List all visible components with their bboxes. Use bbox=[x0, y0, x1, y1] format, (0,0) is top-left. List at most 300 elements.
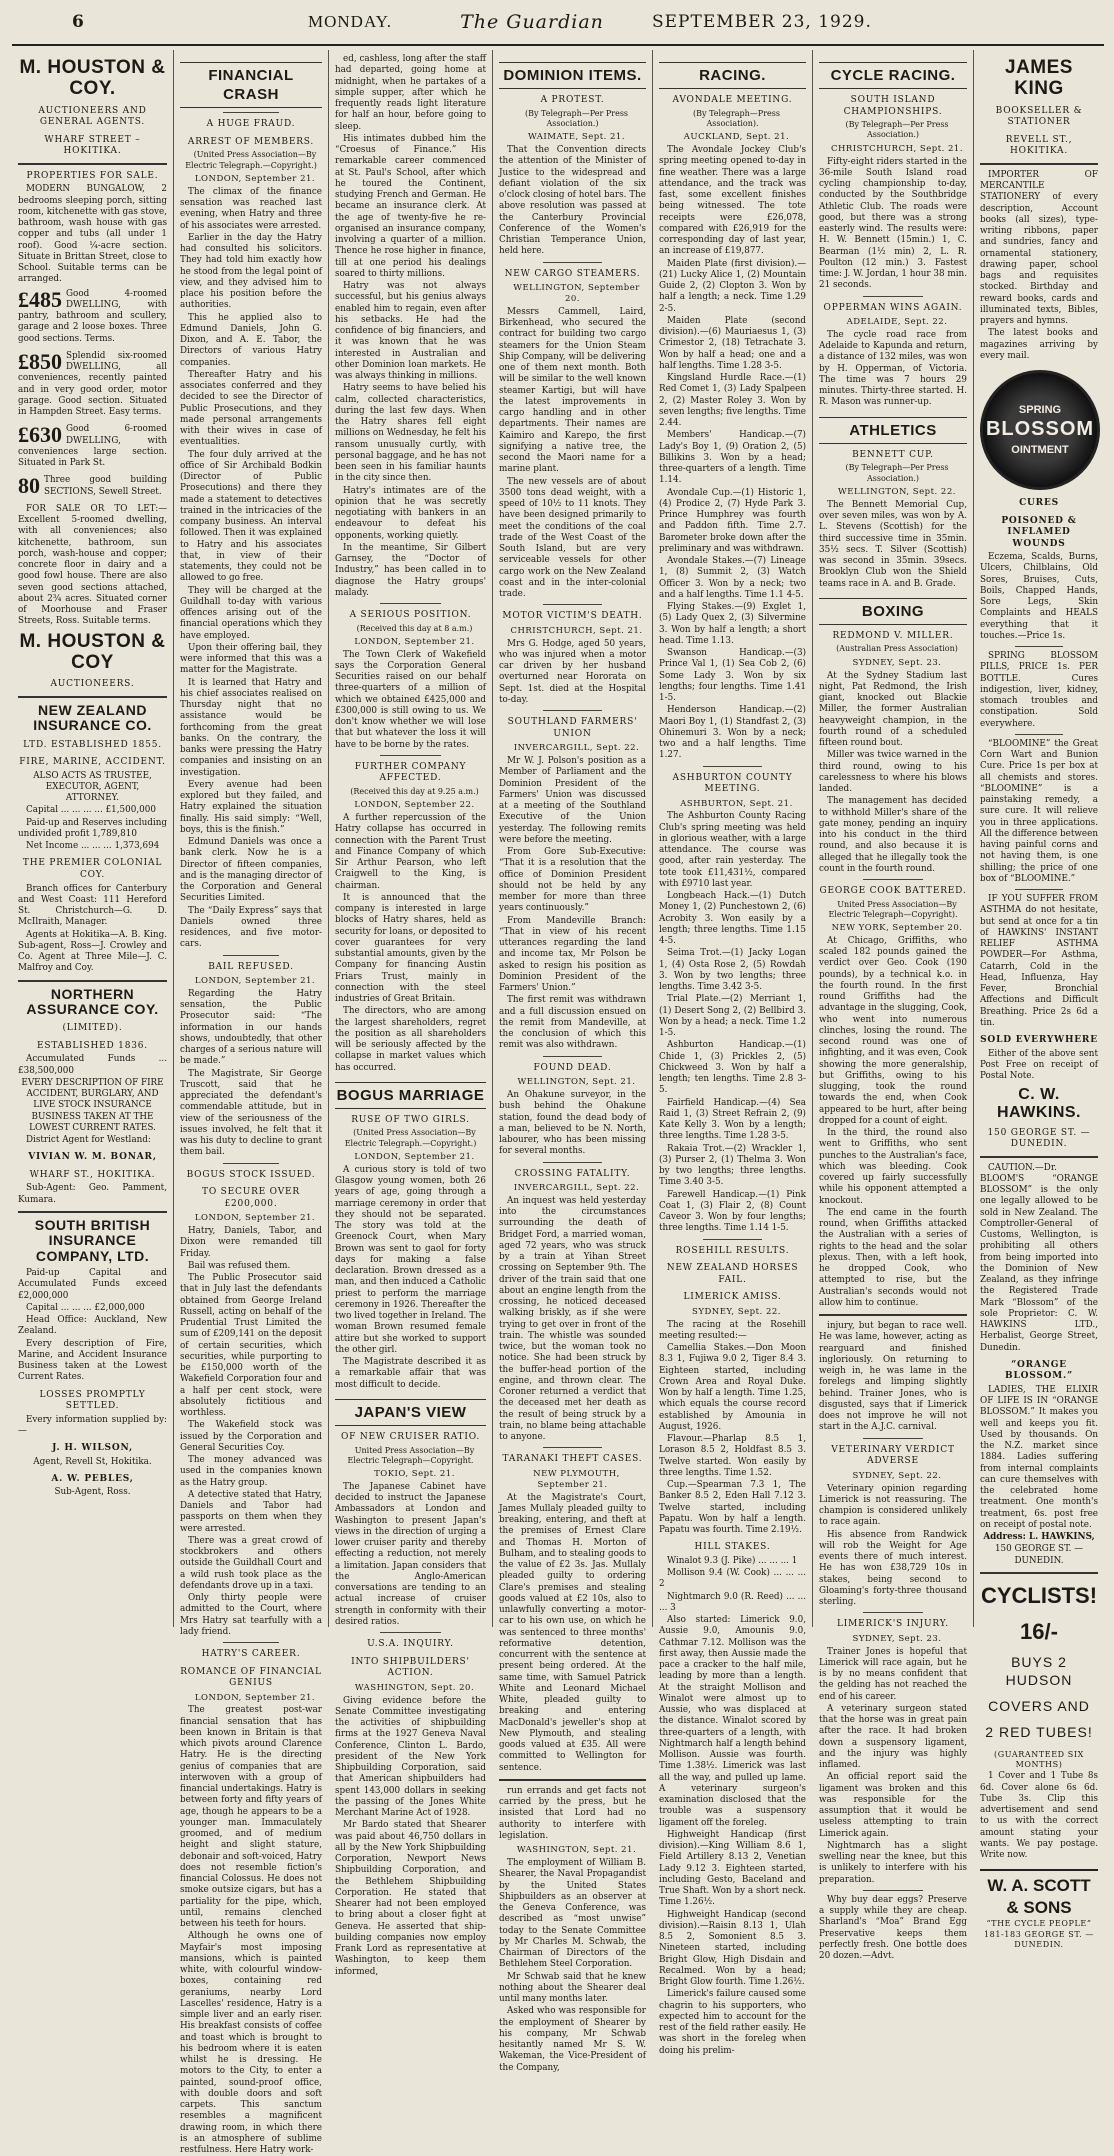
northern-desc: EVERY DESCRIPTION OF FIRE ACCIDENT, BURGLARY, AND LIVE STOCK INSURANCE BUSINESS TAKEN AT THE LOWEST CURRENT RATES. bbox=[21, 1077, 164, 1133]
race-result: Cup.—Spearman 7.3 1, The Banker 8.5 2, Eden Hall 7.12 3. Twelve started, including Papatu. Won by half a length. Papatu was fourth. Time 2.19½. bbox=[659, 1480, 806, 1536]
article-paragraph: In the meantime, Sir Gilbert Garnsey, the “Doctor of Industry,” has been called in to diagnose the Hatry groups' malady. bbox=[335, 542, 486, 598]
race-placing: Nightmarch 9.0 (R. Reed) ... ... ... 3 bbox=[659, 1591, 806, 1613]
divider bbox=[543, 1447, 602, 1448]
scott-heading: W. A. SCOTT & SONS bbox=[980, 1869, 1098, 1919]
article-paragraph: Limerick's failure caused some chagrin to his supporters, who expected him to account for the rest of the field rather easily. He was short in the foreleg when doing his prelim- bbox=[659, 1989, 806, 2056]
sub-agent-line: Sub-Agent: Geo. Pamment, Kumara. bbox=[18, 1183, 167, 1205]
divider bbox=[18, 163, 167, 165]
dateline: ASHBURTON, Sept. 21. bbox=[680, 798, 793, 809]
article-paragraph: The Magistrate, Sir George Truscott, said that he appreciated the defendant's commendable attitude, but in view of the seriousness of the issues involved, he felt that it was his duty to decline to grant them bail. bbox=[180, 1068, 322, 1158]
sb-losses: LOSSES PROMPTLY SETTLED. bbox=[39, 1389, 146, 1412]
houston-heading: M. HOUSTON & COY. bbox=[19, 57, 166, 99]
column-5-racing bbox=[653, 50, 813, 2056]
race-result: Longbeach Hack.—(1) Dutch Money 1, (2) Punchestown 2, (6) Acrobity 3. Won easily by a length; three lengths. Time 1.15 4-5. bbox=[659, 891, 806, 947]
dateline: NEW YORK, September 20. bbox=[831, 923, 963, 934]
property-text: Good 4-roomed DWELLING, with pantry, bathroom and scullery, garage and 2 loose boxes. Three good sections. Terms. bbox=[18, 288, 167, 344]
divider bbox=[863, 1612, 922, 1613]
press-credit: (By Telegraph—Per Press Association.) bbox=[845, 120, 949, 140]
race-result: Rakaia Trot.—(2) Wrackler 1, (3) Purser 2, (1) Thelma 3. Won by two lengths; three lengths. Time 3.40 3-5. bbox=[659, 1143, 806, 1188]
logo-text-mid: BLOSSOM bbox=[985, 418, 1095, 441]
dateline: CHRISTCHURCH, Sept. 21. bbox=[830, 143, 964, 154]
northern-heading: NORTHERN ASSURANCE COY. bbox=[26, 985, 159, 1017]
article-paragraph: At the Sydney Stadium last night, Pat Redmond, the Irish giant, knocked out Blackie Miller, the former Australian heavyweight champion, in the fourth round of a scheduled fifteen round bout. bbox=[819, 670, 967, 749]
article-paragraph: Veterinary opinion regarding Limerick is not reassuring. The champion is considered unlikely to race again. bbox=[819, 1483, 967, 1528]
article-paragraph: From Mandeville Branch: “That in view of his recent utterances regarding the land and income tax, Mr Polson be asked to resign his position as Dominion President of the Farmers' Union.” bbox=[499, 915, 646, 994]
article-paragraph: injury, but began to race well. He was lame, however, acting as rearguard and finished ingloriously. On returning to weigh in, he was lame in the forelegs and limping slightly behind. Trainer Jones, who is disgusted, says that if Limerick does not improve he will not start in the A.J.C. carnival. bbox=[819, 1321, 967, 1433]
article-paragraph: There was a great crowd of stockbrokers and others outside the Guildhall Court and a wild rush took place as the defendants drove up in a taxi. bbox=[180, 1535, 322, 1591]
article-paragraph: The “Daily Express” says that Daniels owned three residences, and five motor-cars. bbox=[180, 905, 322, 950]
dateline: SYDNEY, Sept. 23. bbox=[852, 657, 942, 668]
wilson-address: Agent, Revell St, Hokitika. bbox=[33, 1456, 152, 1467]
divider bbox=[18, 980, 167, 982]
divider bbox=[380, 755, 440, 756]
divider bbox=[703, 1239, 762, 1240]
orange-blossom-heading: “ORANGE BLOSSOM.” bbox=[1005, 1359, 1073, 1382]
column-1-adverts bbox=[12, 50, 174, 1627]
divider bbox=[223, 1642, 280, 1643]
press-credit: (United Press Association—By Electric Telegraph.—Copyright.) bbox=[185, 150, 317, 170]
property-price: 80 bbox=[18, 473, 40, 499]
article-paragraph: A veterinary surgeon stated that the horse was in great pain after the race. It had broken down a suspensory ligament, and the injury was highly inflamed. bbox=[819, 1703, 967, 1771]
divider bbox=[863, 879, 922, 880]
race-result: Avondale Stakes.—(7) Lineage 1, (8) Summit 2, (3) Watch Officer 3. Won by a neck; two and a half lengths. Time 1.1 4-5. bbox=[659, 556, 806, 600]
logo-text-bottom: OINTMENT bbox=[1011, 443, 1069, 456]
article-paragraph: The Ashburton County Racing Club's spring meeting was held in glorious weather, with a large attendance. The course was good, after rain yesterday. The tote took £11,431½, compared with £9710 last year. bbox=[659, 811, 806, 889]
dateline: ADELAIDE, Sept. 22. bbox=[846, 317, 948, 328]
dateline: LONDON, September 21. bbox=[354, 1151, 475, 1162]
subheading: REDMOND V. MILLER. bbox=[832, 630, 954, 641]
subheading: RUSE OF TWO GIRLS. bbox=[351, 1114, 470, 1125]
subheading: U.S.A. INQUIRY. bbox=[367, 1639, 454, 1650]
dateline: WELLINGTON, Sept. 22. bbox=[838, 486, 956, 497]
masthead bbox=[12, 0, 1104, 46]
article-paragraph: At the Magistrate's Court, James Mullaly pleaded guilty to breaking, entering, and theft at the premises of Ernest Clare and Thomas H. Morton of Bulham, and to stealing goods to the value of £2 3s. Jas. Mullaly pleaded guilty to ordering Clare's premises and stealing goods valued at £2 10s, also to unlawfully converting a motor-car to his own use, on which he was sentenced to three months' reformative detention, concurrent with the sentence at present being ordered. At the same time, with Samuel Patrick White and Leonard Michael White, pleaded guilty to breaking and entering MacDonald's jeweller's shop at New Plymouth, and stealing goods valued at £35. All were committed to Wellington for sentence. bbox=[499, 1492, 646, 1773]
bloomine-ad: “BLOOMINE” the Great Corn Wart and Bunion Cure. Price 1s per box at all chemists and stores. “BLOOMINE” is a painstaking remedy, a sure cure. It will relieve you in three applications. All the difference between having painful corns and not having them, is one shilling; the price of one box of “BLOOMINE.” bbox=[980, 738, 1098, 884]
article-paragraph: Asked who was responsible for the employment of Shearer by his company, Mr Schwab hesitantly named Mr S. W. Wakeman, the Vice-President of the Company, bbox=[499, 2006, 646, 2073]
sb-paid-line: Paid-up Capital and Accumulated Funds exceed £2,000,000 bbox=[18, 1268, 167, 1301]
press-credit: (Australian Press Association) bbox=[836, 644, 958, 654]
article-paragraph: Also started: Limerick 9.0, Aussie 9.0, Amounis 9.0, Cathmar 7.12. Mollison was the first away, then Aussie made the pace a cracker to the half mile, leading by more than a length. At the straight Mollison and Winalot were almost up to Aussie, who was displaced at the distance. Winalot scored by three-quarters of a length, with Nightmarch half a length behind Mollison. Aussie was fourth. Time 1.38½. Limerick was last all the way, and pulled up lame. A veterinary surgeon's examination disclosed that the trouble was a suspensory ligament off the foreleg. bbox=[659, 1615, 806, 1828]
received-note: (Received this day at 9.25 a.m.) bbox=[350, 786, 479, 796]
divider bbox=[1015, 646, 1062, 647]
cyclists-heading: CYCLISTS! bbox=[980, 1582, 1098, 1608]
article-paragraph: An Ohakune surveyor, in the bush behind the Ohakune station, found the dead body of a man, believed to be N. North, labourer, who has been missing for several months. bbox=[499, 1090, 646, 1157]
dateline: WAIMATE, Sept. 21. bbox=[527, 132, 626, 143]
article-paragraph: His intimates dubbed him the “Croesus of Finance.” His remarkable career commenced at St. Paul's School, after which he toured the Continent, studying French and German. He became an insurance clerk. At the age of twenty-five he re-organised an insurance company, involving a quarter of a million. Thence he rose higher in finance, till at one period his dealings soared to thirty millions. bbox=[335, 133, 486, 279]
subheading: VETERINARY VERDICT ADVERSE bbox=[831, 1444, 955, 1467]
race-result: Members' Handicap.—(7) Lady's Boy 1, (9) Oration 2, (5) Billikins 3. Won by a head; three-quarters of a length. Time 1.14. bbox=[659, 430, 806, 486]
divider bbox=[18, 1211, 167, 1213]
divider bbox=[703, 766, 762, 767]
article-paragraph: Miller was twice warned in the third round, owing to his carelessness to where his blows landed. bbox=[819, 750, 967, 795]
article-paragraph: Although he owns one of Mayfair's most imposing mansions, which is painted white, with colourful window-boxes, containing red geraniums, nearby Lord Lascelles' residence, Hatry is a simple liver and an early riser. His breakfast consists of coffee and toast which is brought to his bedroom where it is eaten whilst he is dressing. He motors to the City, to enter a painted, sound-proof office, with double doors and soft carpets. This sanctum resembles a magnificent drawing room, in which there is an atmosphere of sublime restfulness. Here Hatry work- bbox=[180, 1931, 322, 2156]
column-3-news bbox=[329, 50, 493, 1977]
race-placing: Mollison 9.4 (W. Cook) ... ... ... 2 bbox=[659, 1568, 806, 1590]
property-price: £630 bbox=[18, 422, 62, 448]
premier-line: THE PREMIER COLONIAL COY. bbox=[22, 858, 163, 880]
column-2-financial-crash bbox=[174, 50, 329, 2156]
divider bbox=[380, 603, 440, 604]
dateline: WELLINGTON, September 20. bbox=[513, 283, 640, 304]
press-credit: (By Telegraph—Press Association). bbox=[693, 108, 780, 128]
caution-ad: CAUTION.—Dr. BLOOM'S “ORANGE BLOSSOM” is the only one legally allowed to be sold in New Zealand. The Comptroller-General of Customs, Wellington, is prohibiting all others from being imported into the Dominion of New Zealand, as they infringe the Registered Trade Mark “Blossom” of the sole Proprietor: C. W. HAWKINS LTD., Herbalist, George Street, Dunedin. bbox=[980, 1162, 1098, 1353]
hudson-ad: 1 Cover and 1 Tube 8s 6d. Cover alone 6s 6d. Tube 3s. Clip this advertisement and send to us with the correct amount stating your wants. We pay postage. Write now. bbox=[980, 1771, 1098, 1861]
article-paragraph: An inquest was held yesterday into the circumstances surrounding the death of Bridget Ford, a married woman, aged 72 years, who was struck by a train at Yihan Street crossing on September 9th. The driver of the train said that one about an engine length from the crossing, he noticed deceased walking briskly, as if she were trying to get over in front of the train. The whistle was sounded twice, but the woman took no notice. She had been struck by the buffer-head portion of the engine, and thrown clear. The Coroner returned a verdict that the deceased met her death as the result of being struck by a train, no blame being attachable to anyone. bbox=[499, 1195, 646, 1443]
guarantee-line: (GUARANTEED SIX MONTHS) bbox=[994, 1749, 1084, 1770]
subheading: SOUTH ISLAND CHAMPIONSHIPS. bbox=[843, 95, 943, 117]
article-paragraph: The management has decided to withhold Miller's share of the gate money, pending an inquiry into his conduct in the third round, and also because it is alleged that he illegally took the count in the fourth round. bbox=[819, 796, 967, 874]
subheading: NEW CARGO STEAMERS. bbox=[504, 268, 641, 279]
race-result: Swanson Handicap.—(3) Prince Val 1, (1) Sea Cob 2, (6) Some Lady 3. Won by six lengths; four lengths. Time 1.41 1-5. bbox=[659, 648, 806, 704]
masthead-day: MONDAY. bbox=[308, 12, 392, 31]
divider bbox=[543, 1056, 602, 1057]
article-paragraph: Nightmarch has a slight swelling near the knee, but this is unlikely to interfere with his preparation. bbox=[819, 1840, 967, 1885]
dateline: WASHINGTON, Sept. 21. bbox=[516, 1845, 637, 1856]
article-paragraph: His absence from Randwick will rob the Weight for Age events there of much interest. He has won £38,729 10s in stakes, being second to Gloaming's forty-three thousand sterling. bbox=[819, 1529, 967, 1608]
sb-capital-line: Capital ... ... ... £2,000,000 bbox=[26, 1302, 145, 1313]
race-result: Seima Trot.—(1) Jacky Logan 1, (4) Osta Rose 2, (5) Rowdah 3. Won by two lengths; three lengths. Time 3.42 3-5. bbox=[659, 948, 806, 993]
pebles-address: Sub-Agent, Ross. bbox=[54, 1487, 131, 1498]
northern-est: ESTABLISHED 1836. bbox=[37, 1040, 148, 1051]
dateline: CHRISTCHURCH, Sept. 21. bbox=[510, 625, 643, 636]
property-text: Three good building SECTIONS, Sewell Street. bbox=[44, 475, 167, 497]
dateline: LONDON, September 21. bbox=[194, 173, 316, 184]
article-paragraph: The Bennett Memorial Cup, over seven miles, was won by A. L. Stevens (Scottish) for the third successive time in 35min. 35½ secs. T. Silver (Scottish) was second in 35min. 39secs. Brooklyn Club won the Shield teams race in A. and B. Grade. bbox=[819, 499, 967, 589]
subheading: MOTOR VICTIM'S DEATH. bbox=[502, 611, 643, 622]
houston-heading-2: M. HOUSTON & COY bbox=[19, 630, 166, 673]
property-ad bbox=[18, 475, 167, 498]
article-paragraph: Mrs G. Hodge, aged 50 years, who was injured when a motor car driven by her husband overturned near Hororata on Sept. 1st. died at the Hospital to-day. bbox=[499, 638, 646, 705]
article-paragraph: A curious story is told of two Glasgow young women, both 26 years of age, going through a marriage ceremony in order that they should not be separated. The story was told at the Greenock Court, when Mary Brown was sent to gaol for forty days for making a false declaration. Brown dressed as a man, and then induced a Catholic priest to perform the marriage ceremony in 1926. Thereafter the two lived together in Ireland. The woman Brown resumed female attire but she worked to support the other girl. bbox=[335, 1164, 486, 1355]
article-paragraph: Mr Schwab said that he knew nothing about the Shearer deal until many months later. bbox=[499, 1971, 646, 2005]
district-agent: District Agent for Westland: bbox=[26, 1135, 151, 1146]
article-paragraph: Giving evidence before the Senate Committee investigating the activities of shipbuilding firms at the 1927 Geneva Naval Conference, Clinton L. Bardo, president of the New York Shipbuilding Corporation, said that American shipbuilders had spent 143,000 dollars in seeking the passing of the Jones White Merchant Marine Act of 1928. bbox=[335, 1695, 486, 1819]
dateline: NEW PLYMOUTH, September 21. bbox=[533, 1468, 620, 1490]
article-paragraph: That the Convention directs the attention of the Minister of Justice to the widespread and defiant violation of the six o'clock closing of hotel bars. The above resolution was passed at the Canterbury Provincial Conference of the Women's Christian Temperance Union, held here. bbox=[499, 145, 646, 257]
sb-head-office: Head Office: Auckland, New Zealand. bbox=[18, 1315, 167, 1337]
subheading: LIMERICK AMISS. bbox=[683, 1292, 782, 1303]
dateline: SYDNEY, Sept. 22. bbox=[692, 1306, 781, 1317]
divider bbox=[863, 1438, 922, 1439]
properties-heading: PROPERTIES FOR SALE. bbox=[26, 170, 159, 181]
dateline: WELLINGTON, Sept. 21. bbox=[517, 1077, 636, 1088]
boxing-heading: BOXING bbox=[819, 598, 967, 625]
dateline: LONDON, September 21. bbox=[354, 636, 475, 647]
article-paragraph: It is learned that Hatry and his chief associates realised on Thursday night that no assistance would be forthcoming from the great banks. On the contrary, the banks were pressing the Hatry companies and insisting on an investigation. bbox=[180, 677, 322, 778]
subheading: HILL STAKES. bbox=[694, 1542, 771, 1553]
masthead-date: SEPTEMBER 23, 1929. bbox=[652, 12, 872, 32]
pills-ad: SPRING BLOSSOM PILLS, PRICE 1s. PER BOTTLE. Cures indigestion, liver, kidney, stomach troubles and constipation. Sold everywhere. bbox=[980, 651, 1098, 729]
subheading: OF NEW CRUISER RATIO. bbox=[340, 1432, 481, 1442]
dateline: LONDON, September 21. bbox=[194, 1692, 316, 1703]
dateline: INVERCARGILL, Sept. 22. bbox=[513, 1183, 640, 1194]
paid-up-line: Paid-up and Reserves including undivided profit 1,789,810 bbox=[18, 817, 167, 839]
james-king-address: REVELL ST., HOKITIKA. bbox=[1005, 134, 1073, 157]
vivian-name: VIVIAN W. M. BONAR, bbox=[28, 1152, 157, 1163]
covers-line: COVERS AND bbox=[988, 1698, 1090, 1715]
property-ad bbox=[18, 348, 167, 419]
article-paragraph: Messrs Cammell, Laird, Birkenhead, who secured the contract for building two cargo steamers for the Union Steam Ship Company, will be delivering one of them next month. Both will be similar to the well known steamer Kartigi, but will have the latest improvements in cargo handling and in other departments. Their names are Kaimiro and Karepo, the first signifying a native tree, the second the Maori name for a marine plant. bbox=[499, 306, 646, 475]
subheading: TARANAKI THEFT CASES. bbox=[502, 1454, 643, 1465]
press-credit: (By Telegraph—Per Press Association.) bbox=[524, 108, 629, 128]
dominion-items-heading: DOMINION ITEMS. bbox=[499, 62, 646, 89]
race-result: Maiden Plate (first division).—(21) Lucky Alice 1, (2) Mountain Guide 2, (2) Clopton 3. Won by half a length; a neck. Time 1.29 2-5. bbox=[659, 258, 806, 314]
columns bbox=[12, 50, 1104, 2156]
dateline: SYDNEY, Sept. 22. bbox=[852, 1470, 942, 1481]
james-king-ad: The latest books and magazines arriving by every mail. bbox=[980, 328, 1098, 361]
race-result: Avondale Cup.—(1) Historic 1, (4) Prodice 2, (7) Hyde Park 3. Prince Humphrey was fourth and Paddon fifth. Time 2.7. Barometer broke down after the preliminary and was withdrawn. bbox=[659, 487, 806, 554]
race-result: Henderson Handicap.—(2) Maori Boy 1, (1) Standfast 2, (3) Ohinemuri 3. Won by a neck; two and a half lengths. Time 1.27. bbox=[659, 705, 806, 761]
subheading: BENNETT CUP. bbox=[852, 449, 934, 460]
article-paragraph: The cycle road race from Adelaide to Kapunda and return, a distance of 132 miles, was won by H. Opperman, of Victoria. The time was 7 hours 29 minutes. Thirty-three started. H. R. Mason was runner-up. bbox=[819, 329, 967, 408]
article-paragraph: The Public Prosecutor said that in July last the defendants obtained from George Ireland Russell, acting on behalf of the Prudential Trust Limited the sum of £209,141 on the deposit of certain securities, which securities, while purporting to be £150,000 worth of the Wakefield Corporation four and a half per cent stock, were absolutely fictitious and worthless. bbox=[180, 1273, 322, 1419]
article-paragraph: Edmund Daniels was once a bank clerk. Now he is a Director of fifteen companies, and is the managing director of the Corporation and General Securities Limited. bbox=[180, 837, 322, 904]
dateline: LONDON, September 21. bbox=[194, 976, 316, 987]
sb-every: Every description of Fire, Marine, and Accident Insurance Business taken at the Lowest Current Rates. bbox=[18, 1338, 167, 1383]
subheading: TO SECURE OVER £200,000. bbox=[202, 1187, 300, 1209]
subheading: ARREST OF MEMBERS. bbox=[187, 136, 315, 147]
nz-insurance-also: ALSO ACTS AS TRUSTEE, EXECUTOR, AGENT, ATTORNEY. bbox=[33, 770, 152, 804]
tubes-line: 2 RED TUBES! bbox=[985, 1723, 1093, 1740]
article-paragraph: The money advanced was used in the companies known as the Hatry group. bbox=[180, 1455, 322, 1488]
subheading: A SERIOUS POSITION. bbox=[349, 610, 472, 620]
subheading: GEORGE COOK BATTERED. bbox=[819, 886, 967, 897]
james-king-heading: JAMES KING bbox=[1005, 57, 1073, 99]
article-paragraph: This he applied also to Edmund Daniels, John G. Dixon, and A. E. Tabor, the Directors of various Hatry companies. bbox=[180, 312, 322, 368]
price-16s: 16/- bbox=[1020, 1619, 1058, 1645]
divider bbox=[819, 1314, 967, 1316]
article-paragraph: A detective stated that Hatry, Daniels and Tabor had passports on them when they were arrested. bbox=[180, 1489, 322, 1534]
press-credit: (By Telegraph—Per Press Association.) bbox=[845, 463, 949, 483]
article-paragraph: ed, cashless, long after the staff had departed, going home at midnight, when he partakes of a simple supper, after which he frequently reads light literature for half an hour, before going to sleep. bbox=[335, 54, 486, 132]
press-credit: United Press Association—By Electric Telegraph—Copyright). bbox=[828, 899, 958, 919]
subheading: INTO SHIPBUILDERS' ACTION. bbox=[351, 1656, 470, 1679]
dateline: WASHINGTON, Sept. 20. bbox=[354, 1682, 475, 1693]
subheading: A HUGE FRAUD. bbox=[206, 119, 296, 130]
ladies-ad: LADIES, THE ELIXIR OF LIFE IS IN “ORANGE BLOSSOM.” It makes you well and keeps you fit. Used by thousands. On the N.Z. market since 1884. Ladies suffering from internal complaints can cure themselves with the celebrated home treatment. One month's treatment, 6s. post free on receipt of postal note. bbox=[980, 1384, 1098, 1530]
column-4-dominion-items bbox=[493, 50, 653, 2073]
race-result: Camellia Stakes.—Don Moon 8.3 1, Fujiwa 9.0 2, Tiger 8.4 3. Eighteen started, including Crown Area and Royal Duke. Won by half a length. Time 1.25, which equals the course record established by Amounia in August, 1926. bbox=[659, 1343, 806, 1432]
article-paragraph: The Wakefield stock was issued by the Corporation and General Securities Coy. bbox=[180, 1420, 322, 1453]
address-line: Address: L. HAWKINS, bbox=[983, 1532, 1095, 1543]
article-paragraph: A further repercussion of the Hatry collapse has occurred in connection with the Parent Trust and Finance Company of which Sir Arthur Pearson, who left Craigwell to the King, is chairman. bbox=[335, 813, 486, 891]
race-result: Kingsland Hurdle Race.—(1) Red Comet 1, (3) Lady Spalpeen 2, (2) Master Roley 3. Won by seven lengths; five lengths. Time 2.44. bbox=[659, 373, 806, 429]
divider bbox=[980, 1572, 1098, 1574]
divider bbox=[980, 1156, 1098, 1158]
subheading: ROSEHILL RESULTS. bbox=[675, 1245, 790, 1256]
article-paragraph: Hatry was not always successful, but his genius always enabled him to regain, even after his setbacks. He had the confidence of big financiers, and it was known that he was interested in Australian and other Dominion loan markets. He was always thinking in millions. bbox=[335, 281, 486, 381]
dateline: INVERCARGILL, Sept. 22. bbox=[513, 743, 640, 754]
article-paragraph: From Gore Sub-Executive: “That it is a resolution that the office of Dominion President should not be held by any member for more than three years continuously.” bbox=[499, 847, 646, 914]
northern-sub: (LIMITED). bbox=[62, 1023, 123, 1034]
financial-crash-heading: FINANCIAL CRASH bbox=[180, 62, 322, 108]
article-paragraph: Hatry, Daniels, Tabor, and Dixon were remanded till Friday. bbox=[180, 1226, 322, 1259]
column-7-adverts bbox=[974, 50, 1104, 1950]
nz-insurance-type: FIRE, MARINE, ACCIDENT. bbox=[19, 757, 166, 768]
race-result: Fairfield Handicap.—(4) Sea Raid 1, (3) Street Refrain 2, (9) Kate Kelly 3. Won by a length; three lengths. Time 1.28 3-5. bbox=[659, 1097, 806, 1142]
subheading: LIMERICK'S INJURY. bbox=[837, 1619, 949, 1630]
subheading: FURTHER COMPANY AFFECTED. bbox=[354, 761, 467, 784]
dateline: LONDON, September 22. bbox=[354, 800, 475, 811]
pebles-name: A. W. PEBLES, bbox=[51, 1473, 134, 1484]
press-credit: United Press Association—By Electric Telegraph—Copyright. bbox=[347, 1445, 475, 1465]
article-paragraph: Earlier in the day the Hatry had consulted his solicitors. They had told him exactly how he stood from the legal point of view, and they advised him to place his position before the authorities. bbox=[180, 232, 322, 311]
race-result: Farewell Handicap.—(1) Pink Coat 1, (3) Flair 2, (8) Count Caveor 3. Won by four lengths; three lengths. Time 1.14 1-5. bbox=[659, 1189, 806, 1234]
cycle-racing-heading: CYCLE RACING. bbox=[819, 62, 967, 89]
property-text: Good 6-roomed DWELLING, with conveniences large section. Situated in Park St. bbox=[18, 424, 167, 469]
race-result: Ashburton Handicap.—(1) Chide 1, (3) Prickles 2, (5) Chickweed 3. Won by half a length; ten lengths. Time 2.8 3-5. bbox=[659, 1040, 806, 1096]
subheading: FOUND DEAD. bbox=[533, 1062, 612, 1073]
article-paragraph: The four duly arrived at the office of Sir Archibald Bodkin (Director of Public Prosecutions) and there they made a statement to detectives trained in the intricacies of the company business. An interval followed. Then it was explained to Hatry and his associates that, in view of their statements, they could not be allowed to go free. bbox=[180, 449, 322, 584]
divider bbox=[18, 696, 167, 698]
subheading: NEW ZEALAND HORSES FAIL. bbox=[666, 1263, 799, 1285]
houston-address: WHARF STREET – HOKITIKA. bbox=[44, 134, 141, 157]
article-paragraph: An official report said the ligament was broken and this was responsible for the assumption that it would be useless attempting to train Limerick again. bbox=[819, 1772, 967, 1839]
scott-address: 181-183 GEORGE ST. — DUNEDIN. bbox=[983, 1930, 1095, 1950]
article-paragraph: Hatry seems to have belied his calm, collected characteristics, during the last few days. When the Hatry shares fell eight millions on Wednesday, he felt his ransom unusually curtly, with personal baggage, and he has not been seen in his familiar haunts in the city since then. bbox=[335, 383, 486, 484]
spring-blossom-ointment-logo bbox=[980, 370, 1100, 490]
divider bbox=[223, 1163, 280, 1164]
article-paragraph: Regarding the Hatry sensation, the Public Prosecutor said: “The information in our hands shows, undoubtedly, that other charges of a serious nature will be made.” bbox=[180, 988, 322, 1067]
poisoned-label: POISONED & INFLAMED WOUNDS bbox=[1001, 515, 1077, 549]
article-paragraph: Hatry's intimates are of the opinion that he was secretly negotiating with bankers in an endeavour to defeat his opponents, working quietly. bbox=[335, 485, 486, 541]
address-line-2: 150 GEORGE ST. — DUNEDIN. bbox=[994, 1544, 1084, 1566]
article-paragraph: Mr W. J. Polson's position as a Member of Parliament and the Dominion President of the Farmers' Union was discussed at a meeting of the Southland Executive of the Union yesterday. The following remits were before the meeting. bbox=[499, 756, 646, 845]
race-result: Highweight Handicap (second division).—Raisin 8.13 1, Ulah 8.5 2, Somonient 8.5 3. Nineteen started, including Bright Glow, High Disdain and Recalmed. Won by a head; Bright Glow fourth. Time 1.26½. bbox=[659, 1909, 806, 1988]
sold-everywhere: SOLD EVERYWHERE bbox=[980, 1035, 1098, 1046]
property-price: £485 bbox=[18, 286, 62, 312]
column-6-sports bbox=[813, 50, 974, 1962]
divider bbox=[863, 1890, 922, 1891]
egg-advert: Why buy dear eggs? Preserve a supply while they are cheap. Sharland's “Moa” Brand Egg Preservative keeps them perfectly fresh. One bottle does 20 dozen.—Advt. bbox=[819, 1894, 967, 1962]
received-note: (Received this day at 8 a.m.) bbox=[356, 623, 473, 633]
property-text: Splendid six-roomed DWELLING, all conveniences, recently painted and in very good order, motor garage. Good section. Situated in Hampden Street. Easy terms. bbox=[18, 350, 167, 418]
article-paragraph: Mr Bardo stated that Shearer was paid about 46,750 dollars in all by the New York Shipbuilding Corporation, Newport News Shipbuilding Corporation, and the Bethlehem Shipbuilding Corporation. He stated that Shearer had not been employed to bring about a closer fight at Geneva. He asserted that ship-building companies now employ Frank Lord as representative at Washington, to keep them informed, bbox=[335, 1820, 486, 1977]
article-paragraph: The Avondale Jockey Club's spring meeting opened to-day in fine weather. There was a large attendance, and the track was fast, some excellent finishes being witnessed. The tote receipts were £26,078, compared with £26,919 for the corresponding day of last year, an increase of £19,877. bbox=[659, 145, 806, 257]
james-king-ad: IMPORTER OF MERCANTILE STATIONERY of every description, Account books (all sizes), type-writing ribbons, paper and sundries, fancy and ornamental stationery, drawing paper, school bags and requisites stocked. Birthday and reward books, cards and illuminated texts, Bibles, prayers and hymns. bbox=[980, 169, 1098, 327]
divider bbox=[223, 955, 280, 956]
article-paragraph: They will be charged at the Guildhall to-day with various offences arising out of the financial operations which they have employed. bbox=[180, 585, 322, 641]
divider bbox=[543, 710, 602, 711]
subheading: HATRY'S CAREER. bbox=[201, 1649, 301, 1660]
article-paragraph: The Magistrate described it as a remarkable affair that was most difficult to decide. bbox=[335, 1357, 486, 1390]
bogus-marriage-heading: BOGUS MARRIAGE bbox=[335, 1082, 486, 1109]
race-result: Highweight Handicap (first division).—King William 8.6 1, Field Artillery 8.13 2, Venetian Lady 9.12 3. Eighteen started, including Gesto, Baceland and True Shaft. Won by a short neck. Time 1.26½. bbox=[659, 1829, 806, 1908]
race-result: Maiden Plate (second division).—(6) Mauriaesus 1, (3) Crimestor 2, (18) Tetrachate 3. Won by half a head; one and a half lengths. Time 1.28 3-5. bbox=[659, 315, 806, 371]
subheading: ROMANCE OF FINANCIAL GENIUS bbox=[180, 1666, 322, 1689]
article-paragraph: The first remit was withdrawn and a full discussion ensued on the remit from Mandeville, at the conclusion of which this remit was also withdrawn. bbox=[499, 995, 646, 1051]
article-paragraph: The greatest post-war financial sensation that has been known in Britain is that which pivots around Clarence Hatry. He is the directing genius of companies that are interwoven with a group of financial undertakings. Hatry is between forty and fifty years of age, though he appears to be a younger man. Immaculately groomed, and of medium height and slight stature, debonair and soft-voiced, Hatry does not resemble fiction's financial Colossus. He does not smoke outsize cigars, but has a partiality for the pipe, which, until, remains clenched between his teeth for hours. bbox=[180, 1705, 322, 1930]
branch-line: Branch offices for Canterbury and West Coast: 111 Hereford St. Christchurch—G. D. McIlraith, Manager. bbox=[18, 883, 167, 928]
hawkins-address: 150 GEORGE ST. — DUNEDIN. bbox=[987, 1127, 1091, 1150]
racing-heading: RACING. bbox=[659, 62, 806, 89]
divider bbox=[543, 604, 602, 605]
article-paragraph: The new vessels are of about 3500 tons dead weight, with a speed of 10½ to 11 knots. They have been designed primarily to meet the conditions of the coal trade of the West Coast of the South Island, but are very serviceable vessels for other cargo work on the New Zealand coast and in the inter-colonial trade. bbox=[499, 476, 646, 600]
agents-line: Agents at Hokitika—A. B. King. Sub-agent, Ross—J. Crowley and Co. Agent at Three Mile—J. C. Malfroy and Coy. bbox=[18, 929, 167, 974]
article-paragraph: The Town Clerk of Wakefield says the Corporation General Securities raised on our behalf three-quarters of a million of which we obtained £425,000 and £300,000 is still owing to us. We don't know whether we will lose that but whatever the loss it will have to be borne by the rates. bbox=[335, 649, 486, 750]
dateline: AUCKLAND, Sept. 21. bbox=[683, 132, 790, 143]
hawkins-heading: C. W. HAWKINS. bbox=[997, 1086, 1081, 1122]
sb-info: Every information supplied by:— bbox=[18, 1414, 167, 1436]
page-number: 6 bbox=[72, 12, 85, 32]
article-paragraph: The Japanese Cabinet have decided to instruct the Japanese Ambassadors at London and Washington to present Japan's views in the direction of urging a lower cruiser parity and thereby effecting a reduction, not merely a limitation. Japan considers that the Anglo-American conversations are tending to an actual increase of cruiser strength in conformity with their desired ratios. bbox=[335, 1481, 486, 1627]
subheading: BOGUS STOCK ISSUED. bbox=[186, 1169, 316, 1180]
net-income-line: Net Income ... ... ... 1,373,694 bbox=[26, 841, 160, 852]
vivian-address: WHARF ST., HOKITIKA. bbox=[29, 1169, 156, 1180]
property-ad: MODERN BUNGALOW, 2 bedrooms sleeping porch, sitting room, kitchenette with gas stove, bathroom, wash house with gas copper and tubs (all under 1 roof). Good ¼-acre section. Situate in Brittan Street, close to School. Suitable terms can be arranged. bbox=[18, 184, 167, 285]
article-paragraph: Every avenue had been explored but they failed, and Hatry explained the situation finally. His said simply: “Well, boys, this is the finish.” bbox=[180, 779, 322, 835]
funds-line: Accumulated Funds ... £38,500,000 bbox=[18, 1054, 167, 1076]
athletics-heading: ATHLETICS bbox=[819, 417, 967, 444]
race-result: Flying Stakes.—(9) Exglet 1, (5) Lady Quex 2, (3) Silvermine 3. Won by half a length; a short head. Time 1.13. bbox=[659, 602, 806, 646]
property-ad: FOR SALE OR TO LET:—Excellent 5-roomed dwelling, with all conveniences; also kitchenette, bathroom, sun porch, wash-house and copper; concrete floor in dairy and a good fowl house. There are also seven good sections attached, about 2¾ acres. Situated corner of Moorhouse and Fraser Streets, Ross. Suitable terms. bbox=[18, 503, 167, 627]
divider bbox=[980, 163, 1098, 165]
subheading: A PROTEST. bbox=[540, 95, 605, 106]
dateline: SYDNEY, Sept. 23. bbox=[852, 1633, 942, 1644]
article-paragraph: Trainer Jones is hopeful that Limerick will race again, but he is by no means confident that the gelding has not reached the end of his career. bbox=[819, 1646, 967, 1702]
race-result: Trial Plate.—(2) Merriant 1, (1) Desert Song 2, (2) Bellbird 3. Won by a head; a neck. Time 1.2 1-5. bbox=[659, 994, 806, 1039]
houston-sub-2: AUCTIONEERS. bbox=[50, 679, 135, 690]
article-paragraph: The directors, who are among the largest shareholders, regret the position as all shareholders will be seriously affected by the collapse in market values which has occurred. bbox=[335, 1006, 486, 1073]
divider bbox=[380, 1632, 440, 1633]
article-paragraph: The climax of the finance sensation was reached last evening, when Hatry and three of his associates were arrested. bbox=[180, 186, 322, 231]
subheading: BAIL REFUSED. bbox=[208, 961, 294, 972]
nz-insurance-sub: LTD. ESTABLISHED 1855. bbox=[23, 739, 162, 750]
post-free: Either of the above sent Post Free on receipt of Postal Note. bbox=[980, 1048, 1098, 1082]
subheading: CROSSING FATALITY. bbox=[514, 1168, 631, 1179]
divider bbox=[1015, 734, 1062, 735]
james-king-sub: BOOKSELLER & STATIONER bbox=[995, 105, 1083, 128]
houston-sub: AUCTIONEERS AND GENERAL AGENTS. bbox=[38, 105, 147, 128]
asthma-ad: IF YOU SUFFER FROM ASTHMA do not hesitate, but send at once for a tin of HAWKINS' INSTANT RELIEF ASTHMA POWDER—For Asthma, Catarrh, Cold in the Head, Influenza, Hay Fever, Bronchial Affections and Difficult Breathing. Price 2s 6d a tin. bbox=[980, 894, 1098, 1028]
capital-line: Capital ... ... ... ... £1,500,000 bbox=[26, 805, 156, 816]
article-paragraph: Thereafter Hatry and his associates conferred and they decided to see the Director of Public Prosecutions, and they made personal arrangements with their wives in case of eventualities. bbox=[180, 369, 322, 448]
article-paragraph: Upon their offering bail, they were informed that this was a matter for the Magistrate. bbox=[180, 642, 322, 676]
cures-label: CURES bbox=[1019, 498, 1059, 509]
subheading: OPPERMAN WINS AGAIN. bbox=[823, 302, 963, 313]
divider bbox=[1015, 889, 1062, 890]
divider bbox=[223, 112, 280, 113]
wilson-name: J. H. WILSON, bbox=[52, 1443, 133, 1454]
divider bbox=[543, 1162, 602, 1163]
article-paragraph: It is announced that the company is interested in large blocks of Hatry shares, held as security for loans, or deposited to cover guarantees for very substantial amounts, given by the Company for financing Austin Friars Trust, mainly in connection with the steel industries of Great Britain. bbox=[335, 892, 486, 1005]
article-paragraph: At Chicago, Griffiths, who scaled 182 pounds gained the verdict over Geo. Cook (190 pounds), by a technical k.o. in the fourth round. In the first round Griffiths had the advantage in the slugging, Cook, who went into numerous clinches, losing the round. The second round was one of infighting, and it was even, Cook showing the more generalship, but Griffiths, owing to his slugging, took the round towards the end, when Cook appeared to be hurt, after being dropped for a count of eight. bbox=[819, 935, 967, 1126]
divider bbox=[499, 1779, 646, 1781]
logo-text-top: SPRING bbox=[1018, 404, 1062, 417]
divider bbox=[543, 262, 602, 263]
article-paragraph: Bail was refused them. bbox=[188, 1260, 291, 1271]
subheading: AVONDALE MEETING. bbox=[672, 95, 793, 106]
dateline: LONDON, September 21. bbox=[194, 1213, 316, 1224]
dateline: TOKIO, Sept. 21. bbox=[374, 1468, 455, 1479]
race-result: Flavour.—Pharlap 8.5 1, Lorason 8.5 2, Holdfast 8.5 3. Twelve started. Won easily by three lengths. Time 1.52. bbox=[659, 1434, 806, 1478]
race-placing: Winalot 9.3 (J. Pike) ... ... ... 1 bbox=[667, 1555, 798, 1566]
nz-insurance-heading: NEW ZEALAND INSURANCE CO. bbox=[33, 701, 152, 734]
scott-sub: “THE CYCLE PEOPLE” bbox=[986, 1918, 1092, 1928]
property-ad bbox=[18, 424, 167, 469]
south-british-heading: SOUTH BRITISH INSURANCE COMPANY, LTD. bbox=[34, 1216, 151, 1264]
property-price: £850 bbox=[18, 348, 62, 374]
article-paragraph: The employment of William B. Shearer, the Naval Propagandist by the United States Shipbuilders as an observer at the Geneva Conference, was described as “most unwise” today to the Senate Committee by Mr Charles M. Schwab, the Chairman of Directors of the Bethlehem Steel Corporation. bbox=[499, 1858, 646, 1970]
ointment-ad: Eczema, Scalds, Burns, Ulcers, Chilblains, Old Sores, Bruises, Cuts, Boils, Chapped Hands, Sore Legs, Skin Complaints and HEALS everything that it touches.—Price 1s. bbox=[980, 552, 1098, 641]
article-paragraph: In the third, the round also went to Griffiths, who sent punches to the Australian's face, which was bleeding. Cook covered up fairly successfully while his opponent attempted a knockout. bbox=[819, 1128, 967, 1206]
article-paragraph: The racing at the Rosehill meeting resulted:— bbox=[659, 1319, 806, 1341]
article-paragraph: Fifty-eight riders started in the 36-mile South Island road cycling championship to-day, conducted by the Southbridge Athletic Club. The roads were good, but there was a strong easterly wind. The results were: H. W. Bennett (15min.) 1, C. Bearman (1½ min) 2, L. R. Poulton (12 min.) 3. Fastest time: J. W. Jordan, 1 hour 38 min. 21 seconds. bbox=[819, 156, 967, 291]
divider bbox=[863, 296, 922, 297]
article-paragraph: Only thirty people were admitted to the Court, where Mrs Hatry sat tearfully with a lady friend. bbox=[180, 1593, 322, 1637]
article-paragraph: run errands and get facts not carried by the press, but he insisted that Lord had no authority to interfere with legislation. bbox=[499, 1785, 646, 1841]
article-paragraph: The end came in the fourth round, when Griffiths attacked the Australian with a series of rights to the head and the solar plexus. Then, with a left hook, he dropped Cook, who attempted to rise, but the Australian's seconds would not allow him to continue. bbox=[819, 1207, 967, 1308]
